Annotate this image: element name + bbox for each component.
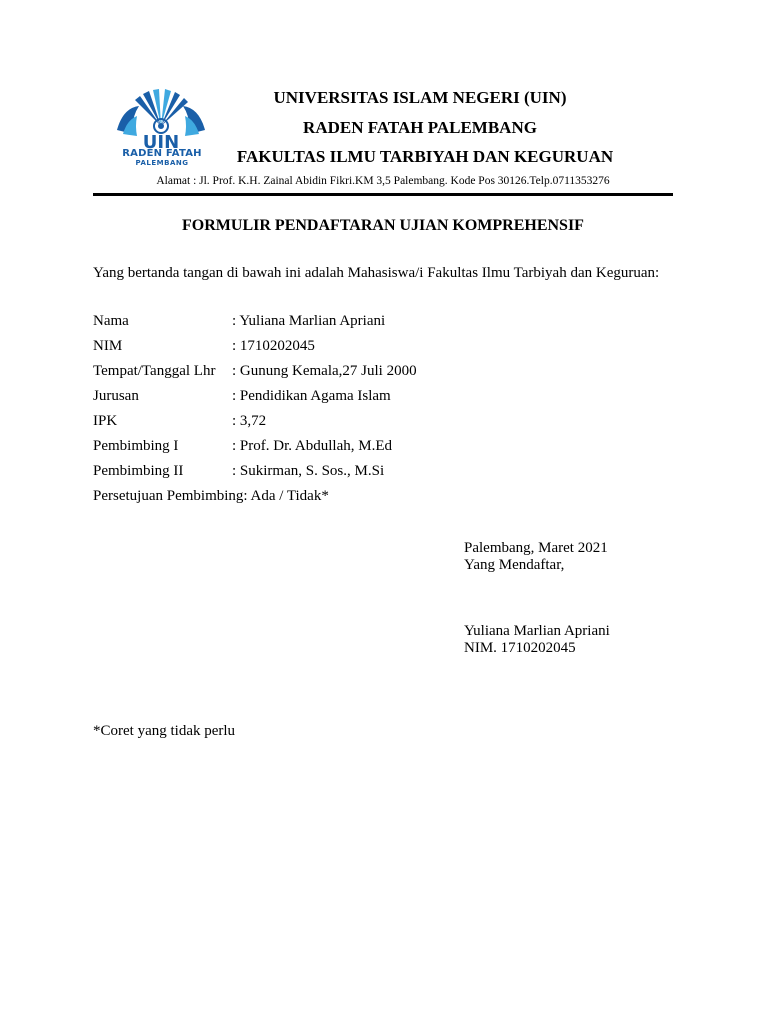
header-divider [93,193,673,196]
signature-place-date: Palembang, Maret 2021 [464,540,608,556]
field-value: : Prof. Dr. Abdullah, M.Ed [232,438,392,454]
field-row-nim [93,334,674,359]
header-university: UNIVERSITAS ISLAM NEGERI (UIN) [273,88,567,107]
signature-role: Yang Mendaftar, [464,557,565,573]
field-label: IPK [93,413,118,429]
field-row-nama [93,309,674,334]
header-campus: RADEN FATAH PALEMBANG [303,118,537,137]
field-value: : Yuliana Marlian Apriani [232,313,386,329]
form-intro: Yang bertanda tangan di bawah ini adalah Mahasiswa/i Fakultas Ilmu Tarbiyah dan Keguruan: [93,265,660,281]
field-value: : 3,72 [232,413,267,429]
field-value: : Sukirman, S. Sos., M.Si [232,463,385,479]
logo-city-text: PALEMBANG [135,159,189,167]
field-row-pembimbing-1 [93,434,674,459]
header-faculty: FAKULTAS ILMU TARBIYAH DAN KEGURUAN [236,147,614,166]
supervisor-consent: Persetujuan Pembimbing: Ada / Tidak* [93,488,329,504]
field-label: Pembimbing I [93,438,179,454]
signature-name: Yuliana Marlian Apriani [464,623,610,639]
header-address: Alamat : Jl. Prof. K.H. Zainal Abidin Fikri.KM 3,5 Palembang. Kode Pos 30126.Telp.0711353276 [156,175,610,187]
logo-uin-text: UIN [142,132,180,153]
field-row-ipk [93,409,674,434]
field-row-pembimbing-2 [93,459,674,484]
signature-nim: NIM. 1710202045 [464,640,576,656]
field-label: NIM [93,338,123,354]
field-value: : 1710202045 [232,338,315,354]
field-label: Pembimbing II [93,463,184,479]
footnote: *Coret yang tidak perlu [93,723,236,739]
form-title: FORMULIR PENDAFTARAN UJIAN KOMPREHENSIF [182,217,584,234]
field-value: : Pendidikan Agama Islam [232,388,391,404]
field-value: : Gunung Kemala,27 Juli 2000 [232,363,417,379]
logo-name-text: RADEN FATAH [122,148,202,159]
field-label: Nama [93,313,129,329]
form-fields [93,309,674,484]
field-row-jurusan [93,384,674,409]
field-row-ttl [93,359,674,384]
field-label: Tempat/Tanggal Lhr [93,363,216,379]
field-label: Jurusan [93,388,139,404]
